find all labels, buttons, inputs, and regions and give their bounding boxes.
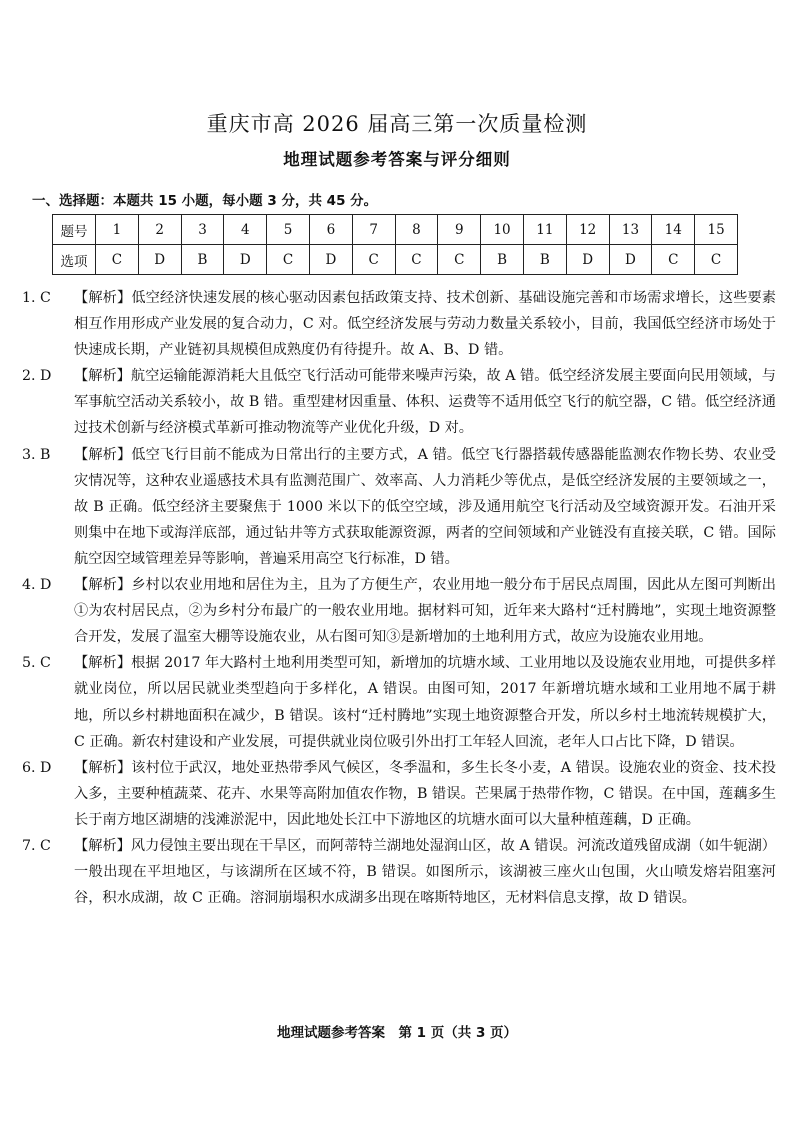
answer-option: D <box>609 245 652 275</box>
answer-option: D <box>309 245 352 275</box>
explanation-item <box>22 363 776 441</box>
answer-option: C <box>267 245 310 275</box>
answer-option: D <box>224 245 267 275</box>
question-answer-key: 1. C <box>22 290 51 306</box>
answer-option: D <box>566 245 609 275</box>
question-number: 12 <box>566 215 609 245</box>
explanation-text: 【解析】乡村以农业用地和居住为主，且为了方便生产，农业用地一般分布于居民点周围，因此从左图可判断出①为农村居民点，②为乡村分布最广的一般农业用地。据材料可知，近年来大路村“迁村腾地”，实现土地资源整合开发，发展了温室大棚等设施农业，从右图可知③是新增加的土地利用方式，故应为设施农业用地。 <box>74 577 776 646</box>
question-number: 10 <box>481 215 524 245</box>
answer-table <box>52 214 738 275</box>
question-answer-key: 2. D <box>22 368 52 385</box>
exam-title: 重庆市高 2026 届高三第一次质量检测 <box>206 112 588 136</box>
explanation-item <box>22 285 776 363</box>
explanation-item <box>22 442 776 572</box>
answer-option: C <box>438 245 481 275</box>
answer-option: B <box>481 245 524 275</box>
answer-option: C <box>695 245 738 275</box>
question-answer-key: 7. C <box>22 837 51 854</box>
row-label-option: 选项 <box>53 245 96 275</box>
explanation-item <box>22 833 776 911</box>
explanation-text: 【解析】根据 2017 年大路村土地利用类型可知，新增加的坑塘水域、工业用地以及设施农业用地，可提供多样就业岗位，所以居民就业类型趋向于多样化，A 错误。由图可知，2017 年新增坑塘水域和工业用地不属于耕地，所以乡村耕地面积在减少，B 错误。该村“迁村腾地”实现土地资源整合开发，所以乡村土地流转规模扩大，C 正确。新农村建设和产业发展，可提供就业岗位吸引外出打工年轻人回流，老年人口占比下降，D 错误。 <box>74 655 776 750</box>
answer-option: B <box>181 245 224 275</box>
question-number: 14 <box>652 215 695 245</box>
question-number: 4 <box>224 215 267 245</box>
answer-table-option-row <box>53 245 738 275</box>
answer-option: B <box>523 245 566 275</box>
question-answer-key: 6. D <box>22 759 52 776</box>
question-answer-key: 3. B <box>22 446 51 463</box>
question-number: 5 <box>267 215 310 245</box>
answer-option: C <box>652 245 695 275</box>
explanation-item <box>22 755 776 833</box>
explanation-text: 【解析】低空经济快速发展的核心驱动因素包括政策支持、技术创新、基础设施完善和市场需求增长，这些要素相互作用形成产业发展的复合动力，C 对。低空经济发展与劳动力数量关系较小，目前，我国低空经济市场处于快速成长期，产业链初具规模但成熟度仍有待提升。故 A、B、D 错。 <box>74 290 776 359</box>
explanation-text: 【解析】航空运输能源消耗大且低空飞行活动可能带来噪声污染，故 A 错。低空经济发展主要面向民用领域，与军事航空活动关系较小，故 B 错。重型建材因重量、体积、运费等不适用低空飞行的航空器，C 错。低空经济通过技术创新与经济模式革新可推动物流等产业优化升级，D 对。 <box>74 368 776 437</box>
explanation-text: 【解析】低空飞行目前不能成为日常出行的主要方式，A 错。低空飞行器搭载传感器能监测农作物长势、农业受灾情况等，这种农业遥感技术具有监测范围广、效率高、人力消耗少等优点，是低空经济发展的主要领域之一，故 B 正确。低空经济主要聚焦于 1000 米以下的低空空域，涉及通用航空飞行活动及空域资源开发。石油开采则集中在地下或海洋底部，通过钻井等方式获取能源资源，两者的空间领域和产业链没有直接关联，C 错。国际航空因空域管理差异等影响，普遍采用高空飞行标准，D 错。 <box>74 446 776 567</box>
explanation-item <box>22 650 776 754</box>
answer-table-number-row <box>53 215 738 245</box>
question-answer-key: 5. C <box>22 655 51 672</box>
question-number: 15 <box>695 215 738 245</box>
answer-option: C <box>352 245 395 275</box>
question-number: 9 <box>438 215 481 245</box>
question-number: 8 <box>395 215 438 245</box>
answer-option: C <box>395 245 438 275</box>
question-number: 11 <box>523 215 566 245</box>
explanation-text: 【解析】风力侵蚀主要出现在干旱区，而阿蒂特兰湖地处湿润山区，故 A 错误。河流改道残留成湖（如牛轭湖）一般出现在平坦地区，与该湖所在区域不符，B 错误。如图所示，该湖被三座火山包围，火山喷发熔岩阻塞河谷，积水成湖，故 C 正确。溶洞崩塌积水成湖多出现在喀斯特地区，无材料信息支撑，故 D 错误。 <box>74 837 776 907</box>
answer-option: D <box>138 245 181 275</box>
explanation-item <box>22 572 776 650</box>
row-label-number: 题号 <box>53 215 96 245</box>
question-number: 2 <box>138 215 181 245</box>
exam-subtitle: 地理试题参考答案与评分细则 <box>283 150 511 169</box>
question-answer-key: 4. D <box>22 577 52 594</box>
section-heading: 一、选择题：本题共 15 小题，每小题 3 分，共 45 分。 <box>32 193 378 209</box>
explanation-text: 【解析】该村位于武汉，地处亚热带季风气候区，冬季温和，多生长冬小麦，A 错误。设施农业的资金、技术投入多，主要种植蔬菜、花卉、水果等高附加值农作物，B 错误。芒果属于热带作物，C 错误。在中国，莲藕多生长于南方地区湖塘的浅滩淤泥中，因此地处长江中下游地区的坑塘水面可以大量种植莲藕，D 正确。 <box>74 759 776 828</box>
question-number: 7 <box>352 215 395 245</box>
question-number: 13 <box>609 215 652 245</box>
question-number: 3 <box>181 215 224 245</box>
page-footer: 地理试题参考答案 第 1 页（共 3 页） <box>276 1025 518 1041</box>
answer-option: C <box>96 245 139 275</box>
question-number: 6 <box>309 215 352 245</box>
explanation-list <box>22 285 776 911</box>
question-number: 1 <box>96 215 139 245</box>
